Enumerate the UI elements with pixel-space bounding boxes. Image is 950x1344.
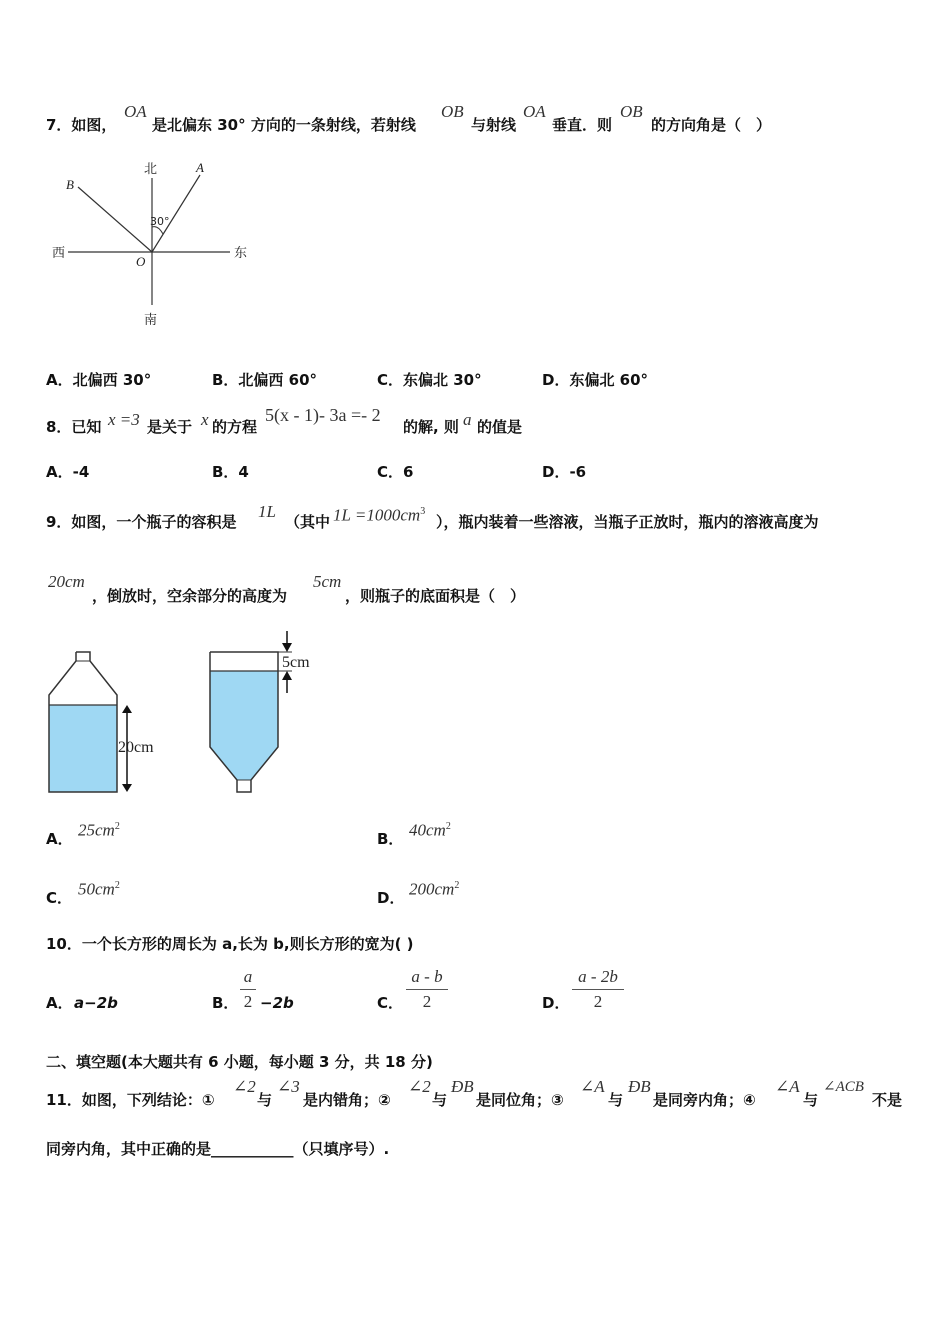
- q11-stem-number: 11．如图，下列结论：①: [46, 1091, 215, 1109]
- q11-text-7: 与: [803, 1091, 819, 1109]
- solution-fill-inverted: [210, 671, 278, 747]
- q11-math-5: ∠A: [580, 1077, 605, 1096]
- q9-stem-text-2: ），瓶内装着一些溶液，当瓶子正放时，瓶内的溶液高度为: [436, 513, 819, 531]
- q10-option-b-fraction: a 2: [240, 967, 256, 1012]
- ray-oa: [152, 175, 200, 252]
- q9-math-1l: 1L: [258, 502, 276, 521]
- q8-stem-text-4: 的值是: [477, 418, 523, 436]
- q11-text-5: 与: [608, 1091, 624, 1109]
- q11-math-7: ∠A: [775, 1077, 800, 1096]
- q7-math-oa: OA: [124, 102, 147, 121]
- q11-text-1: 与: [257, 1091, 273, 1109]
- q7-option-a: A．北偏西 30°: [46, 371, 152, 389]
- q11-math-2: ∠3: [277, 1077, 300, 1096]
- q11-text-8: 不是: [872, 1091, 903, 1109]
- q8-math-a: a: [463, 410, 472, 429]
- q10-option-d-letter: D．: [542, 994, 570, 1012]
- q11-text-3: 与: [432, 1091, 448, 1109]
- q10-option-b-letter: B．: [212, 994, 239, 1012]
- q7-stem-text-2: 与射线: [471, 116, 517, 134]
- q10-stem: 10．一个长方形的周长为 a,长为 b,则长方形的宽为( ): [46, 935, 414, 953]
- q8-stem-text-2: 的方程: [212, 418, 258, 436]
- q9-option-a-value: $25cm^2$: [78, 820, 120, 840]
- label-20cm: 20cm: [118, 739, 154, 756]
- label-south: 南: [144, 313, 158, 328]
- q7-math-ob: OB: [441, 102, 464, 121]
- q8-option-b: B．4: [212, 463, 249, 481]
- solution-fill-upright: [49, 705, 117, 792]
- label-north: 北: [144, 162, 158, 177]
- q7-option-c: C．东偏北 30°: [377, 371, 482, 389]
- q7-option-b: B．北偏西 60°: [212, 371, 318, 389]
- q9-math-20cm: 20cm: [48, 572, 85, 591]
- label-angle-30: 30°: [150, 215, 170, 228]
- q11-text-6: 是同旁内角；④: [653, 1091, 756, 1109]
- q7-stem-text-4: 的方向角是（ ）: [651, 116, 772, 134]
- q11-math-3: ∠2: [408, 1077, 431, 1096]
- q11-line-2: 同旁内角，其中正确的是___________（只填序号）.: [46, 1140, 390, 1158]
- q8-math-x: x: [201, 410, 209, 429]
- q9-option-a-letter: A．: [46, 830, 73, 848]
- q9-stem-text-4: ，则瓶子的底面积是（ ）: [345, 587, 526, 605]
- q10-option-d-fraction: a - 2b 2: [572, 967, 624, 1012]
- label-a: A: [196, 160, 204, 175]
- q11-math-4: ÐB: [451, 1077, 474, 1096]
- arrow-up-bottom: [282, 671, 292, 680]
- arrow-down-top: [282, 643, 292, 652]
- q10-option-a-value: a−2b: [74, 994, 118, 1012]
- q11-text-2: 是内错角；②: [303, 1091, 391, 1109]
- q7-stem-number: 7．如图，: [46, 116, 117, 134]
- q9-option-c-letter: C．: [46, 889, 73, 907]
- q10-option-b-rest: −2b: [260, 994, 294, 1012]
- q9-option-b-letter: B．: [377, 830, 404, 848]
- label-b: B: [66, 177, 74, 192]
- q8-math-x3: x =3: [108, 410, 140, 429]
- q8-stem-text-3: 的解, 则: [403, 418, 459, 436]
- bottle-upright-figure: [40, 645, 180, 800]
- arrow-down: [122, 784, 132, 792]
- q7-math-ob-2: OB: [620, 102, 643, 121]
- bottle-inverted-figure: [200, 625, 340, 800]
- ray-ob: [78, 187, 152, 252]
- q10-option-a-letter: A．: [46, 994, 73, 1012]
- q9-option-b-value: $40cm^2$: [409, 820, 451, 840]
- q9-math-5cm: 5cm: [313, 572, 342, 591]
- q9-option-c-value: $50cm^2$: [78, 879, 120, 899]
- q10-option-c-letter: C．: [377, 994, 404, 1012]
- solution-fill-neck: [210, 747, 278, 780]
- q9-option-d-letter: D．: [377, 889, 405, 907]
- label-west: 西: [52, 246, 66, 261]
- arrow-up: [122, 705, 132, 713]
- q9-stem-number: 9．如图，一个瓶子的容积是: [46, 513, 237, 531]
- label-o: O: [136, 254, 146, 269]
- q9-option-d-value: $200cm^2$: [409, 879, 460, 899]
- q8-option-c: C．6: [377, 463, 414, 481]
- q8-stem-text-1: 是关于: [147, 418, 193, 436]
- label-5cm: 5cm: [282, 654, 310, 671]
- q11-math-6: ÐB: [628, 1077, 651, 1096]
- q7-math-oa-2: OA: [523, 102, 546, 121]
- q9-stem-text-1: （其中: [285, 513, 331, 531]
- q11-math-8: ∠ACB: [823, 1079, 864, 1095]
- q11-math-1: ∠2: [233, 1077, 256, 1096]
- q11-text-4: 是同位角；③: [476, 1091, 564, 1109]
- q10-option-c-fraction: a - b 2: [406, 967, 448, 1012]
- section-2-heading: 二、填空题(本大题共有 6 小题，每小题 3 分，共 18 分): [46, 1053, 433, 1071]
- compass-diagram: [40, 155, 270, 335]
- q7-stem-text-3: 垂直．则: [552, 116, 613, 134]
- q7-option-d: D．东偏北 60°: [542, 371, 649, 389]
- q8-option-d: D．-6: [542, 463, 587, 481]
- q8-stem-number: 8．已知: [46, 418, 102, 436]
- q7-stem-text-1: 是北偏东 30° 方向的一条射线，若射线: [152, 116, 416, 134]
- q8-option-a: A．-4: [46, 463, 90, 481]
- label-east: 东: [234, 246, 248, 261]
- q8-math-equation: 5(x - 1)- 3a =- 2: [265, 405, 381, 425]
- q9-math-conversion: $1L =1000cm^3$: [333, 505, 426, 525]
- q9-stem-text-3: ，倒放时，空余部分的高度为: [92, 587, 288, 605]
